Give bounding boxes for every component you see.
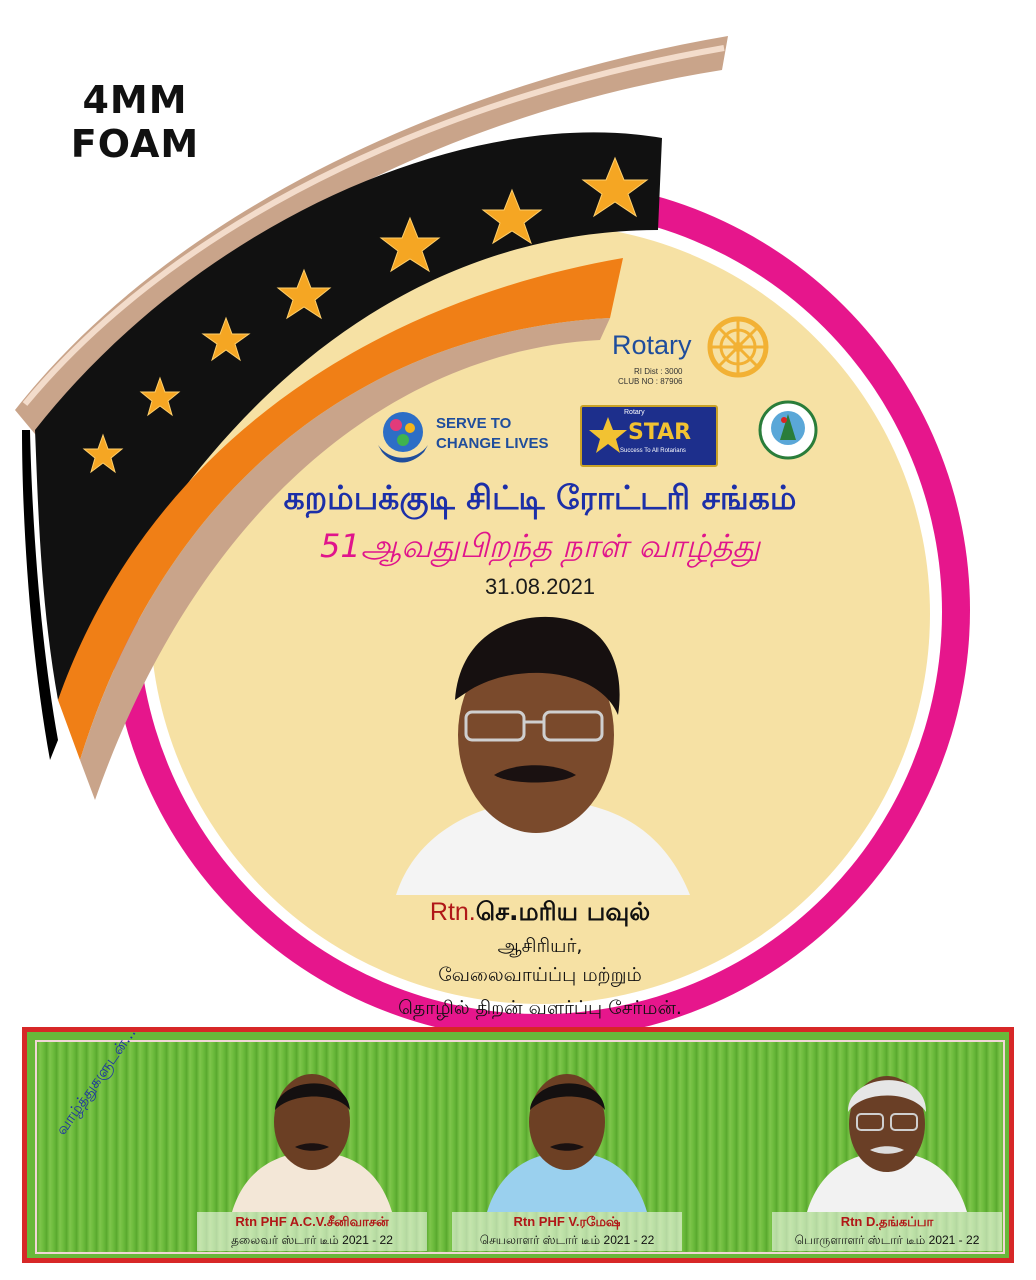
greeting-text: வாழ்த்துகளுடன்... xyxy=(52,1024,140,1139)
member-1-caption xyxy=(197,1212,427,1251)
foam-size-label xyxy=(40,78,230,166)
person-name xyxy=(250,897,830,930)
serve-line2: CHANGE LIVES xyxy=(436,435,549,452)
event-date: 31.08.2021 xyxy=(484,574,596,599)
member-1-role: தலைவர் ஸ்டார் டீம் 2021 - 22 xyxy=(231,1233,393,1247)
rotary-club-details xyxy=(618,367,682,387)
star-logo-rotary: Rotary xyxy=(624,409,645,416)
star-logo-tagline: Success To All Rotarians xyxy=(620,448,686,454)
member-2-caption xyxy=(452,1212,682,1251)
member-3-caption xyxy=(772,1212,1002,1251)
member-3-photo xyxy=(802,1042,972,1212)
rotary-district: RI Dist : 3000 xyxy=(634,367,683,376)
star-logo-word: STAR xyxy=(628,420,692,445)
designation-line2: வேலைவாய்ப்பு மற்றும் xyxy=(438,964,642,986)
member-2-photo xyxy=(482,1042,652,1212)
member-3-name: Rtn D.தங்கப்பா xyxy=(840,1214,934,1229)
designation-line1: ஆசிரியர், xyxy=(497,935,583,957)
designation-line3: தொழில் திறன் வளர்ப்பு சேர்மன். xyxy=(398,997,682,1019)
greeting-banner xyxy=(22,1027,1014,1263)
rotary-wheel-icon xyxy=(710,319,766,375)
member-1-photo xyxy=(227,1042,397,1212)
club-emblem-icon xyxy=(760,402,816,458)
rotary-wordmark: Rotary xyxy=(612,330,692,360)
serve-line1: SERVE TO xyxy=(436,415,512,432)
member-2-name: Rtn PHF V.ரமேஷ் xyxy=(513,1214,621,1229)
person-prefix: Rtn. xyxy=(429,898,476,926)
foam-size-line2: FOAM xyxy=(70,122,200,166)
club-title: கறம்பக்குடி சிட்டி ரோட்டரி சங்கம் xyxy=(283,478,797,517)
foam-size-line1: 4MM xyxy=(82,78,188,122)
member-3-role: பொருளாளர் ஸ்டார் டீம் 2021 - 22 xyxy=(794,1233,980,1247)
person-name-text: செ.மரிய பவுல் xyxy=(475,897,651,926)
rotary-club-no: CLUB NO : 87906 xyxy=(618,377,683,386)
member-1-name: Rtn PHF A.C.V.சீனிவாசன் xyxy=(235,1214,389,1229)
birthday-wish: 51ஆவதுபிறந்த நாள் வாழ்த்து xyxy=(319,527,761,565)
serve-slogan xyxy=(436,414,549,454)
member-2-role: செயலாளர் ஸ்டார் டீம் 2021 - 22 xyxy=(479,1233,655,1247)
